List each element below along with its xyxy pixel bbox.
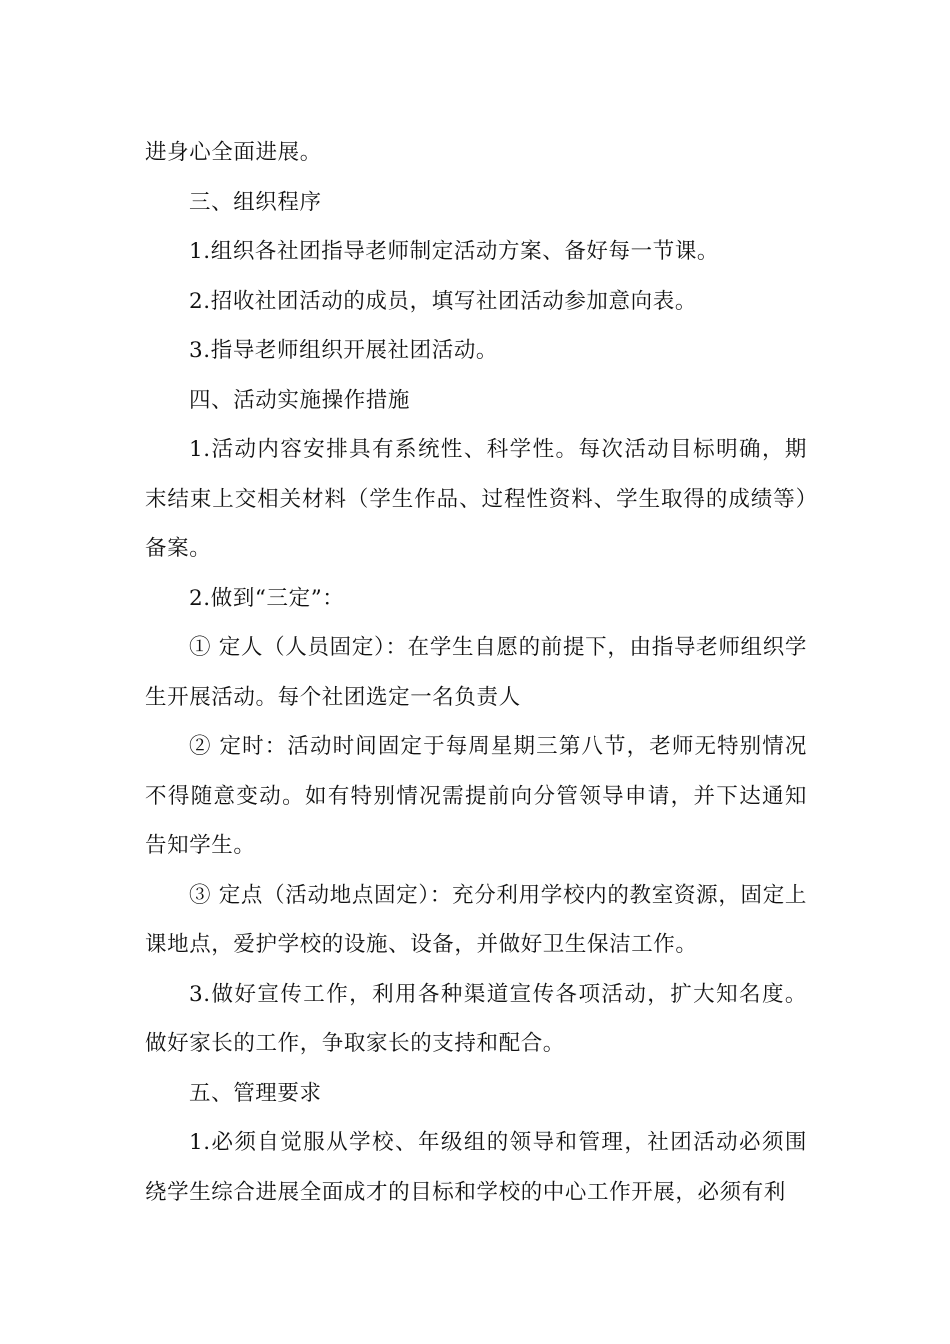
paragraph: 3.指导老师组织开展社团活动。 xyxy=(189,338,499,363)
paragraph: 1.组织各社团指导老师制定活动方案、备好每一节课。 xyxy=(189,239,720,264)
paragraph: 1.活动内容安排具有系统性、科学性。每次活动目标明确，期末结束上交相关材料（学生作品、过程性资料、学生取得的成绩等）备案。 xyxy=(145,437,807,561)
paragraph: ① 定人（人员固定）：在学生自愿的前提下，由指导老师组织学生开展活动。每个社团选定一名负责人 xyxy=(145,635,807,710)
paragraph: 2.做到“三定”： xyxy=(189,585,345,611)
document-body xyxy=(145,128,807,1217)
paragraph: 1.必须自觉服从学校、年级组的领导和管理，社团活动必须围绕学生综合进展全面成才的目标和学校的中心工作开展，必须有利 xyxy=(145,1130,807,1205)
paragraph: 2.招收社团活动的成员，填写社团活动参加意向表。 xyxy=(189,288,697,314)
paragraph: 3.做好宣传工作，利用各种渠道宣传各项活动，扩大知名度。做好家长的工作，争取家长的支持和配合。 xyxy=(145,981,807,1056)
section-heading-4: 四、活动实施操作措施 xyxy=(189,387,411,413)
paragraph-continuation: 进身心全面进展。 xyxy=(145,140,322,165)
section-heading-5: 五、管理要求 xyxy=(189,1080,322,1106)
section-heading-3: 三、组织程序 xyxy=(189,189,322,215)
paragraph: ② 定时：活动时间固定于每周星期三第八节，老师无特别情况不得随意变动。如有特别情况需提前向分管领导申请，并下达通知告知学生。 xyxy=(145,734,807,858)
paragraph: ③ 定点（活动地点固定）：充分利用学校内的教室资源，固定上课地点，爱护学校的设施、设备，并做好卫生保洁工作。 xyxy=(145,882,807,957)
